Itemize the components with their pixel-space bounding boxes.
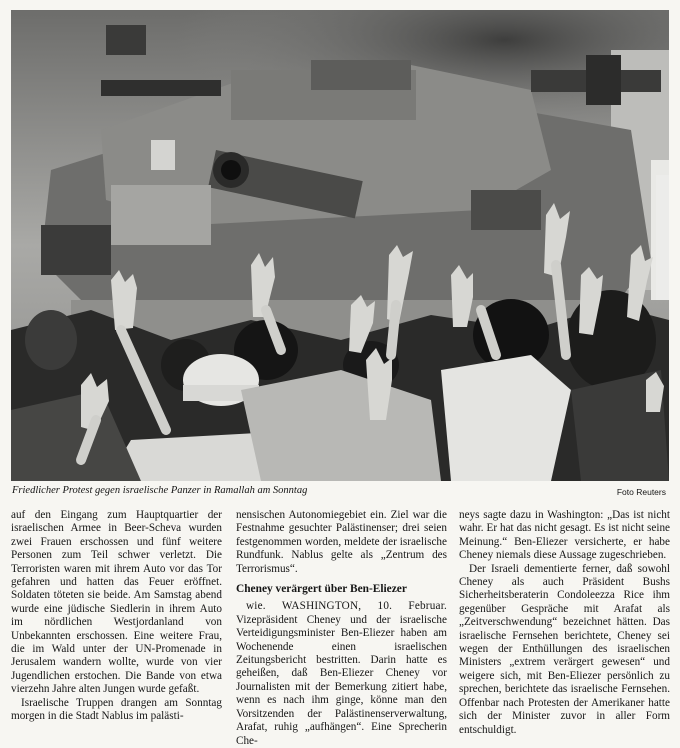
news-photo <box>11 10 669 481</box>
paragraph-body: Vizepräsident Cheney und der israelische Verteidigungsminister Ben-Eliezer haben am Wochenende einen israelischen Zeitungsbericht bestritten. Darin hatte es geheißen, daß Ben-Eliezer Cheney vor Journalisten mit der Bemerkung zitiert habe, wenn es nach ihm ginge, könne man den Vorsitzenden der Palästinenserverwaltung, Arafat, ruhig „aufhängen“. Eine Sprecherin Che- <box>236 613 447 747</box>
photo-caption <box>12 484 668 500</box>
paragraph: Israelische Truppen drangen am Sonntag morgen in die Stadt Nablus im palästi- <box>11 696 222 723</box>
subheading: Cheney verärgert über Ben-Eliezer <box>236 583 407 596</box>
paragraph: Der Israeli dementierte ferner, daß sowohl Cheney als auch Präsident Bushs Sicherheitsberaterin Condoleezza Rice ihm gegenüber Gespräche mit Arafat als „Zeitverschwendung“ bezeichnet hätten. Das israelische Fernsehen berichtete, Cheney sei wegen der Enthüllungen des israelischen Ministers „extrem verärgert gewesen“ und weigere sich, mit Ben-Eliezer persönlich zu sprechen, berichtete das israelische Fernsehen. Offenbar nach Protesten der Amerikaner hatte sich der Minister zuvor in aller Form entschuldigt. <box>459 562 670 736</box>
dateline: wie. WASHINGTON, 10. Februar. <box>246 600 447 613</box>
paragraph: nensischen Autonomiegebiet ein. Ziel war die Festnahme gesuchter Palästinenser; drei seien festgenommen worden, meldete der israelische Rundfunk. Nablus gelte als „Zentrum des Terrorismus“. <box>236 509 447 575</box>
article-column-1 <box>11 509 222 728</box>
tank-protest-photo <box>11 10 669 481</box>
paragraph: auf den Eingang zum Hauptquartier der israelischen Armee in Beer-Scheva wurden zwei Frauen erschossen und fünf weitere Personen zum Teil schwer verletzt. Die Terroristen waren mit ihrem Auto vor das Tor gefahren und hatten das Feuer eröffnet. Soldaten töteten sie beide. Am Samstag abend wurde eine jüdische Siedlerin in ihrem Auto im nördlichen Westjordanland von Unbekannten erschossen. Eine weitere Frau, die im Wald unter der UN-Promenade in Jerusalem wandern wollte, wurde von vier Jugendlichen erstochen. Die Bande von etwa vierzehn Jahre alten Jungen wurde gefaßt. <box>11 509 222 696</box>
dateline-paragraph <box>236 600 447 747</box>
caption-text: Friedlicher Protest gegen israelische Panzer in Ramallah am Sonntag <box>12 485 308 496</box>
photo-credit: Foto Reuters <box>616 487 666 497</box>
article-column-3 <box>459 509 670 736</box>
paragraph: neys sagte dazu in Washington: „Das ist nicht wahr. Er hat das nicht gesagt. Es ist nicht seine Meinung.“ Ben-Eliezer versicherte, er habe Cheney niemals diese Aussage zugeschrieben. <box>459 509 670 562</box>
article-column-2 <box>236 509 447 747</box>
